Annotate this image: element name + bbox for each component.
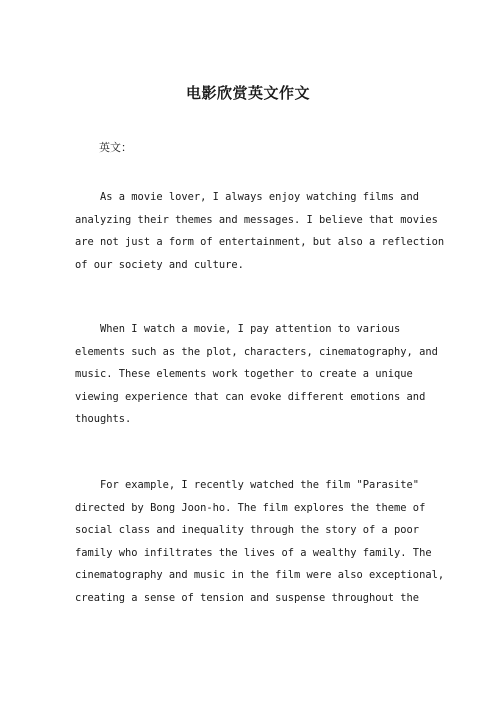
paragraph-line: social class and inequality through the story of a poor (75, 524, 420, 537)
paragraph-line: thoughts. (75, 413, 132, 426)
paragraph-line: family who infiltrates the lives of a wealthy family. The (75, 546, 432, 559)
paragraph-line: music. These elements work together to create a unique (75, 368, 413, 381)
paragraph-line: When I watch a movie, I pay attention to various (75, 323, 401, 335)
paragraph-line: viewing experience that can evoke different emotions and (75, 390, 426, 403)
paragraph-1 (75, 186, 445, 276)
paragraph-line: directed by Bong Joon-ho. The film explores the theme of (75, 501, 426, 514)
document-title: 电影欣赏英文作文 (185, 84, 310, 102)
paragraph-line: analyzing their themes and messages. I believe that movies (75, 213, 438, 226)
paragraph-2 (75, 318, 438, 431)
paragraph-line: of our society and culture. (75, 258, 244, 271)
paragraph-line: are not just a form of entertainment, but also a reflection (75, 236, 445, 249)
paragraph-line: As a movie lover, I always enjoy watching films and (75, 191, 420, 203)
section-label: 英文： (99, 141, 132, 154)
paragraph-line: creating a sense of tension and suspense throughout the (75, 591, 420, 604)
paragraph-line: For example, I recently watched the film "Parasite" (75, 479, 420, 491)
paragraph-line: elements such as the plot, characters, cinematography, and (75, 345, 438, 358)
paragraph-line: cinematography and music in the film were also exceptional, (75, 569, 445, 582)
paragraph-3 (75, 474, 445, 610)
